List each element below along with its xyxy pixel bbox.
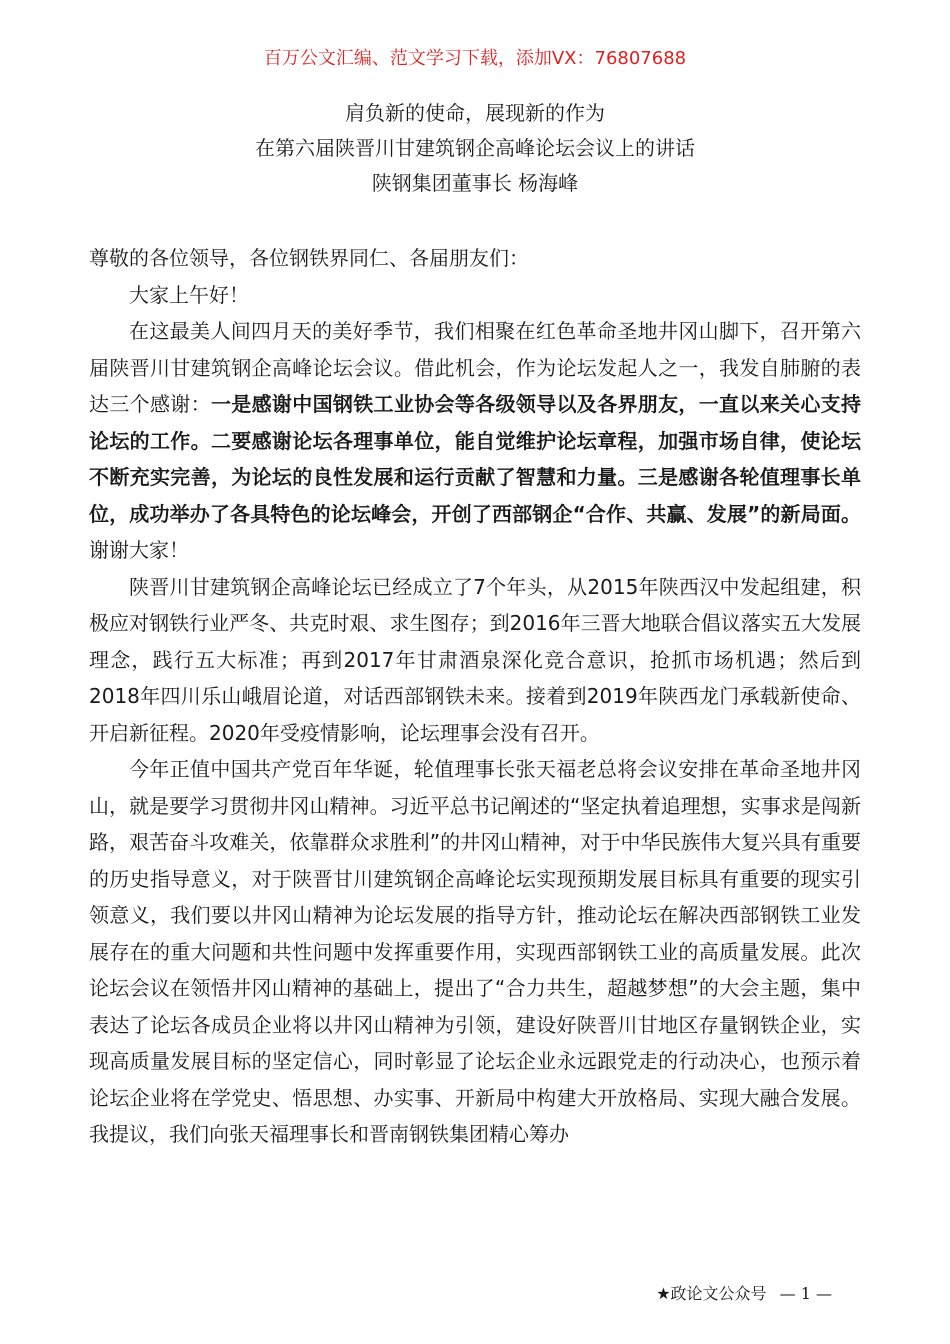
promo-banner: 百万公文汇编、范文学习下载，添加VX：76807688: [263, 48, 687, 69]
document-title: 肩负新的使命，展现新的作为: [345, 101, 605, 125]
speaker-line: 陕钢集团董事长 杨海峰: [371, 171, 579, 195]
footer-source: ★政论文公众号: [656, 1284, 767, 1303]
thanks-emphasis: 一是感谢中国钢铁工业协会等各级领导以及各界朋友，一直以来关心支持论坛的工作。二要感谢论坛各理事单位，能自觉维护论坛章程，加强市场自律，使论坛不断充实完善，为论坛的良性发展和运行贡献了智慧和力量。三是感谢各轮值理事长单位，成功举办了各具特色的论坛峰会，开创了西部钢企“合作、共赢、发展”的新局面。: [89, 392, 862, 526]
document-subtitle: 在第六届陕晋川甘建筑钢企高峰论坛会议上的讲话: [255, 136, 695, 160]
salutation: 尊敬的各位领导，各位钢铁界同仁、各届朋友们：: [89, 246, 529, 270]
page-number: — 1 —: [779, 1284, 832, 1303]
speech-body: [89, 240, 861, 1153]
paragraph-jinggangshan: 今年正值中国共产党百年华诞，轮值理事长张天福老总将会议安排在革命圣地井冈山，就是要学习贯彻井冈山精神。习近平总书记阐述的“坚定执着追理想，实事求是闯新路，艰苦奋斗攻难关，依靠群众求胜利”的井冈山精神，对于中华民族伟大复兴具有重要的历史指导意义，对于陕晋甘川建筑钢企高峰论坛实现预期发展目标具有重要的现实引领意义，我们要以井冈山精神为论坛发展的指导方针，推动论坛在解决西部钢铁工业发展存在的重大问题和共性问题中发挥重要作用，实现西部钢铁工业的高质量发展。此次论坛会议在领悟井冈山精神的基础上，提出了“合力共生，超越梦想”的大会主题，集中表达了论坛各成员企业将以井冈山精神为引领，建设好陕晋川甘地区存量钢铁企业，实现高质量发展目标的坚定信心，同时彰显了论坛企业永远跟党走的行动决心，也预示着论坛企业将在学党史、悟思想、办实事、开新局中构建大开放格局、实现大融合发展。我提议，我们向张天福理事长和晋南钢铁集团精心筹办: [89, 757, 861, 1146]
thanks-tail: 谢谢大家！: [89, 538, 189, 562]
page-footer: [656, 1280, 832, 1308]
paragraph-history: 陕晋川甘建筑钢企高峰论坛已经成立了7个年头，从2015年陕西汉中发起组建，积极应对钢铁行业严冬、共克时艰、求生图存；到2016年三晋大地联合倡议落实五大发展理念，践行五大标准；再到2017年甘肃酒泉深化竞合意识，抢抓市场机遇；然后到2018年四川乐山峨眉论道，对话西部钢铁未来。接着到2019年陕西龙门承载新使命、开启新征程。2020年受疫情影响，论坛理事会没有召开。: [89, 574, 861, 745]
greeting: 大家上午好！: [129, 282, 249, 307]
paragraph-thanks: [89, 313, 861, 569]
thanks-intro: 在这最美人间四月天的美好季节，我们相聚在红色革命圣地井冈山脚下，召开第六届陕晋川甘建筑钢企高峰论坛会议。借此机会，作为论坛发起人之一，我发自肺腑的表达三个感谢：: [89, 319, 861, 416]
title-block: [0, 96, 950, 201]
